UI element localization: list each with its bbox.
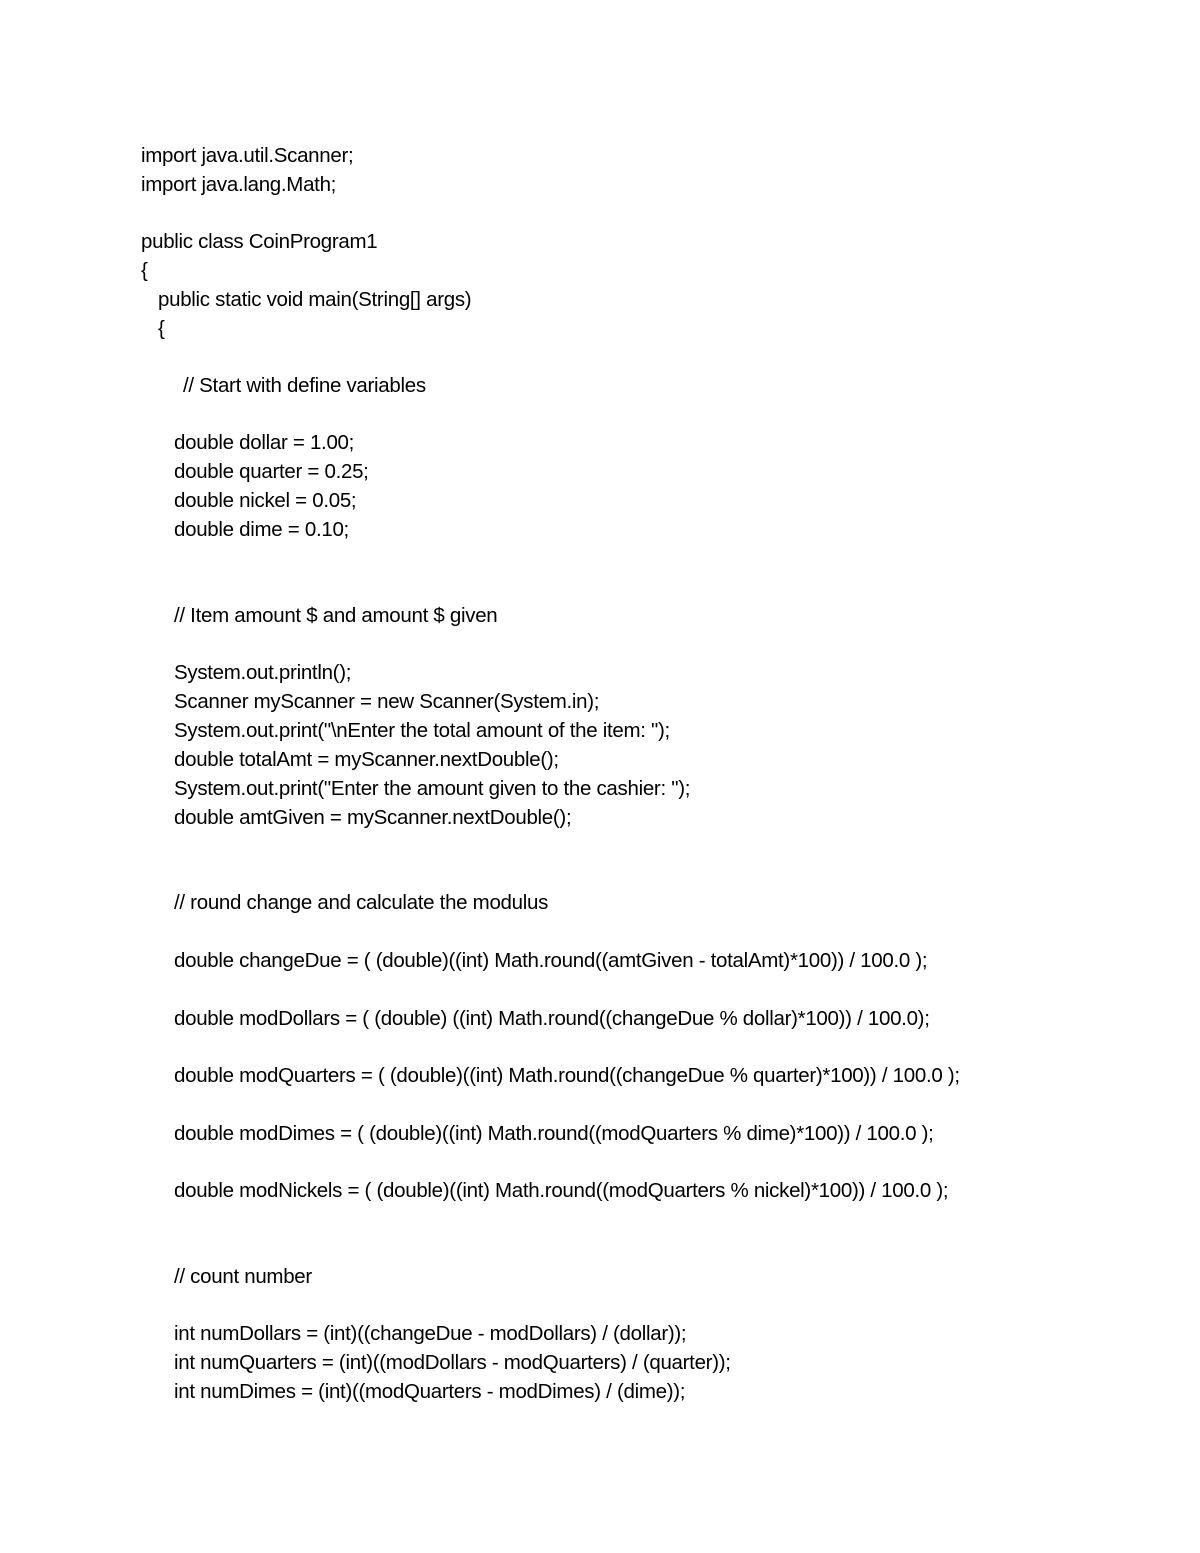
code-line-dime: double dime = 0.10; [174, 518, 349, 541]
code-line-class-declaration: public class CoinProgram1 [141, 230, 378, 253]
code-line-main-method: public static void main(String[] args) [158, 288, 472, 311]
code-line-println: System.out.println(); [174, 661, 352, 684]
code-line-import-math: import java.lang.Math; [141, 173, 337, 196]
code-line-num-quarters: int numQuarters = (int)((modDollars - modQuarters) / (quarter)); [174, 1351, 731, 1374]
code-comment-item-amount: // Item amount $ and amount $ given [174, 604, 498, 627]
code-line-print-total: System.out.print("\nEnter the total amount of the item: "); [174, 719, 670, 742]
code-comment-count-number: // count number [174, 1265, 312, 1288]
code-line-mod-dollars: double modDollars = ( (double) ((int) Math.round((changeDue % dollar)*100)) / 100.0); [174, 1007, 930, 1030]
code-line-quarter: double quarter = 0.25; [174, 460, 369, 483]
code-line-mod-quarters: double modQuarters = ( (double)((int) Math.round((changeDue % quarter)*100)) / 100.0 ); [174, 1064, 960, 1087]
code-line-amt-given: double amtGiven = myScanner.nextDouble(); [174, 806, 572, 829]
code-line-mod-nickels: double modNickels = ( (double)((int) Math.round((modQuarters % nickel)*100)) / 100.0 ); [174, 1179, 949, 1202]
code-line-import-scanner: import java.util.Scanner; [141, 144, 354, 167]
code-line-mod-dimes: double modDimes = ( (double)((int) Math.round((modQuarters % dime)*100)) / 100.0 ); [174, 1122, 934, 1145]
code-line-main-open-brace: { [158, 317, 165, 340]
code-line-total-amt: double totalAmt = myScanner.nextDouble(); [174, 748, 559, 771]
code-line-num-dimes: int numDimes = (int)((modQuarters - modDimes) / (dime)); [174, 1380, 686, 1403]
code-line-print-given: System.out.print("Enter the amount given to the cashier: "); [174, 777, 691, 800]
code-line-dollar: double dollar = 1.00; [174, 431, 355, 454]
code-line-num-dollars: int numDollars = (int)((changeDue - modDollars) / (dollar)); [174, 1322, 687, 1345]
code-line-class-open-brace: { [141, 259, 148, 282]
code-comment-define-variables: // Start with define variables [183, 374, 426, 397]
code-line-change-due: double changeDue = ( (double)((int) Math.round((amtGiven - totalAmt)*100)) / 100.0 ); [174, 949, 928, 972]
code-comment-round-change: // round change and calculate the modulus [174, 891, 549, 914]
code-line-scanner: Scanner myScanner = new Scanner(System.in); [174, 690, 600, 713]
code-line-nickel: double nickel = 0.05; [174, 489, 357, 512]
